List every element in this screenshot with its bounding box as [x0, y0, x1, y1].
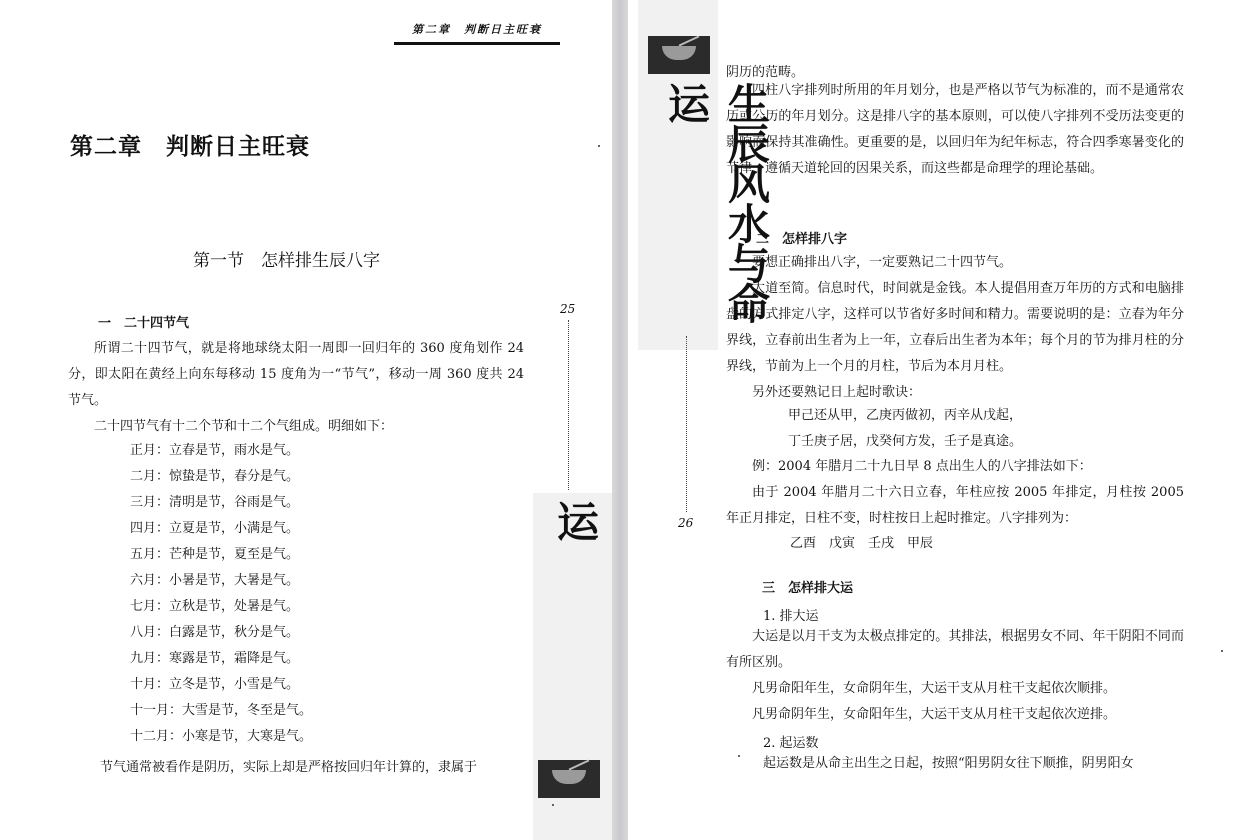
verse-line: 甲己还从甲，乙庚丙做初，丙辛从戊起， — [788, 408, 1023, 423]
speck — [1221, 650, 1223, 652]
heading-bazi: 二 怎样排八字 — [756, 232, 848, 247]
emblem-icon — [648, 36, 710, 74]
right-page — [628, 0, 1250, 840]
subheading: 1. 排大运 — [763, 609, 819, 624]
paragraph: 阴历的范畴。 — [726, 65, 805, 80]
list-item: 二月：惊蛰是节，春分是气。 — [130, 469, 300, 484]
paragraph: 凡男命阳年生，女命阴年生，大运干支从月柱干支起依次顺排。 — [752, 681, 1117, 696]
page-gutter — [612, 0, 628, 840]
emblem-icon — [538, 760, 600, 798]
side-title: 生辰风水与命运 — [662, 82, 771, 322]
paragraph: 节气通常被看作是阴历，实际上却是严格按回归年计算的，隶属于 — [100, 760, 478, 775]
speck — [552, 804, 554, 806]
list-item: 九月：寒露是节，霜降是气。 — [130, 651, 300, 666]
paragraph: 四柱八字排列时所用的年月划分，也是严格以节气为标准的，而不是通常农历或公历的年月划分。这是排八字的基本原则，可以使八字排列不受历法变更的影响而保持其准确性。更重要的是，以回归年为纪年标志，符合四季寒暑变化的节律，遵循天道轮回的因果关系，而这些都是命理学的理论基础。 — [726, 83, 1184, 176]
paragraph: 要想正确排出八字，一定要熟记二十四节气。 — [752, 255, 1013, 270]
list-item: 三月：清明是节，谷雨是气。 — [130, 495, 300, 510]
section-title: 第一节 怎样排生辰八字 — [193, 251, 380, 271]
heading-dayun: 三 怎样排大运 — [762, 581, 854, 596]
list-item: 正月：立春是节，雨水是气。 — [130, 443, 300, 458]
left-page — [0, 0, 612, 840]
paragraph: 二十四节气有十二个节和十二个气组成。明细如下： — [94, 419, 394, 434]
list-item: 六月：小暑是节，大暑是气。 — [130, 573, 300, 588]
verse-line: 丁壬庚子居，戊癸何方发，壬子是真途。 — [788, 434, 1023, 449]
list-item: 十月：立冬是节，小雪是气。 — [130, 677, 300, 692]
side-title: 运 — [551, 500, 600, 540]
page-number: 25 — [560, 302, 576, 316]
bazi-result: 乙酉 戊寅 壬戌 甲辰 — [790, 536, 934, 551]
paragraph: 所谓二十四节气，就是将地球绕太阳一周即一回归年的 360 度角划作 24 分，即太阳在黄经上向东每移动 15 度角为一“节气”，移动一周 360 度共 24 节气。 — [68, 341, 524, 408]
paragraph: 凡男命阴年生，女命阳年生，大运干支从月柱干支起依次逆排。 — [752, 707, 1117, 722]
speck — [738, 755, 740, 757]
list-item: 四月：立夏是节，小满是气。 — [130, 521, 300, 536]
list-item: 七月：立秋是节，处暑是气。 — [130, 599, 300, 614]
paragraph: 例：2004 年腊月二十九日早 8 点出生人的八字排法如下： — [752, 459, 1092, 474]
solar-terms-list — [130, 438, 312, 750]
paragraph: 另外还要熟记日上起时歌诀： — [752, 385, 922, 400]
paragraph: 大运是以月干支为太极点排定的。其排法，根据男女不同、年干阴阳不同而有所区别。 — [726, 629, 1184, 670]
list-item: 十二月：小寒是节，大寒是气。 — [130, 729, 313, 744]
subheading-solar-terms: 一 二十四节气 — [98, 316, 190, 331]
list-item: 八月：白露是节，秋分是气。 — [130, 625, 300, 640]
subheading: 2. 起运数 — [763, 736, 819, 751]
dotted-rule — [568, 320, 569, 490]
paragraph: 由于 2004 年腊月二十六日立春，年柱应按 2005 年排定，月柱按 2005 年正月排定，日柱不变，时柱按日上起时推定。八字排列为： — [726, 485, 1184, 526]
speck — [598, 145, 600, 147]
paragraph: 起运数是从命主出生之日起，按照“阳男阴女往下顺推，阴男阳女 — [763, 756, 1134, 771]
running-head: 第二章 判断日主旺衰 — [394, 20, 560, 45]
chapter-title: 第二章 判断日主旺衰 — [70, 133, 310, 160]
list-item: 五月：芒种是节，夏至是气。 — [130, 547, 300, 562]
page-number: 26 — [678, 516, 694, 530]
paragraph: 大道至简。信息时代，时间就是金钱。本人提倡用查万年历的方式和电脑排盘的方式排定八字，这样可以节省好多时间和精力。需要说明的是：立春为年分界线，立春前出生者为上一年，立春后出生者为本年；每个月的节为排月柱的分界线，节前为上一个月的月柱，节后为本月月柱。 — [726, 281, 1184, 374]
list-item: 十一月：大雪是节，冬至是气。 — [130, 703, 313, 718]
dotted-rule — [686, 336, 687, 512]
